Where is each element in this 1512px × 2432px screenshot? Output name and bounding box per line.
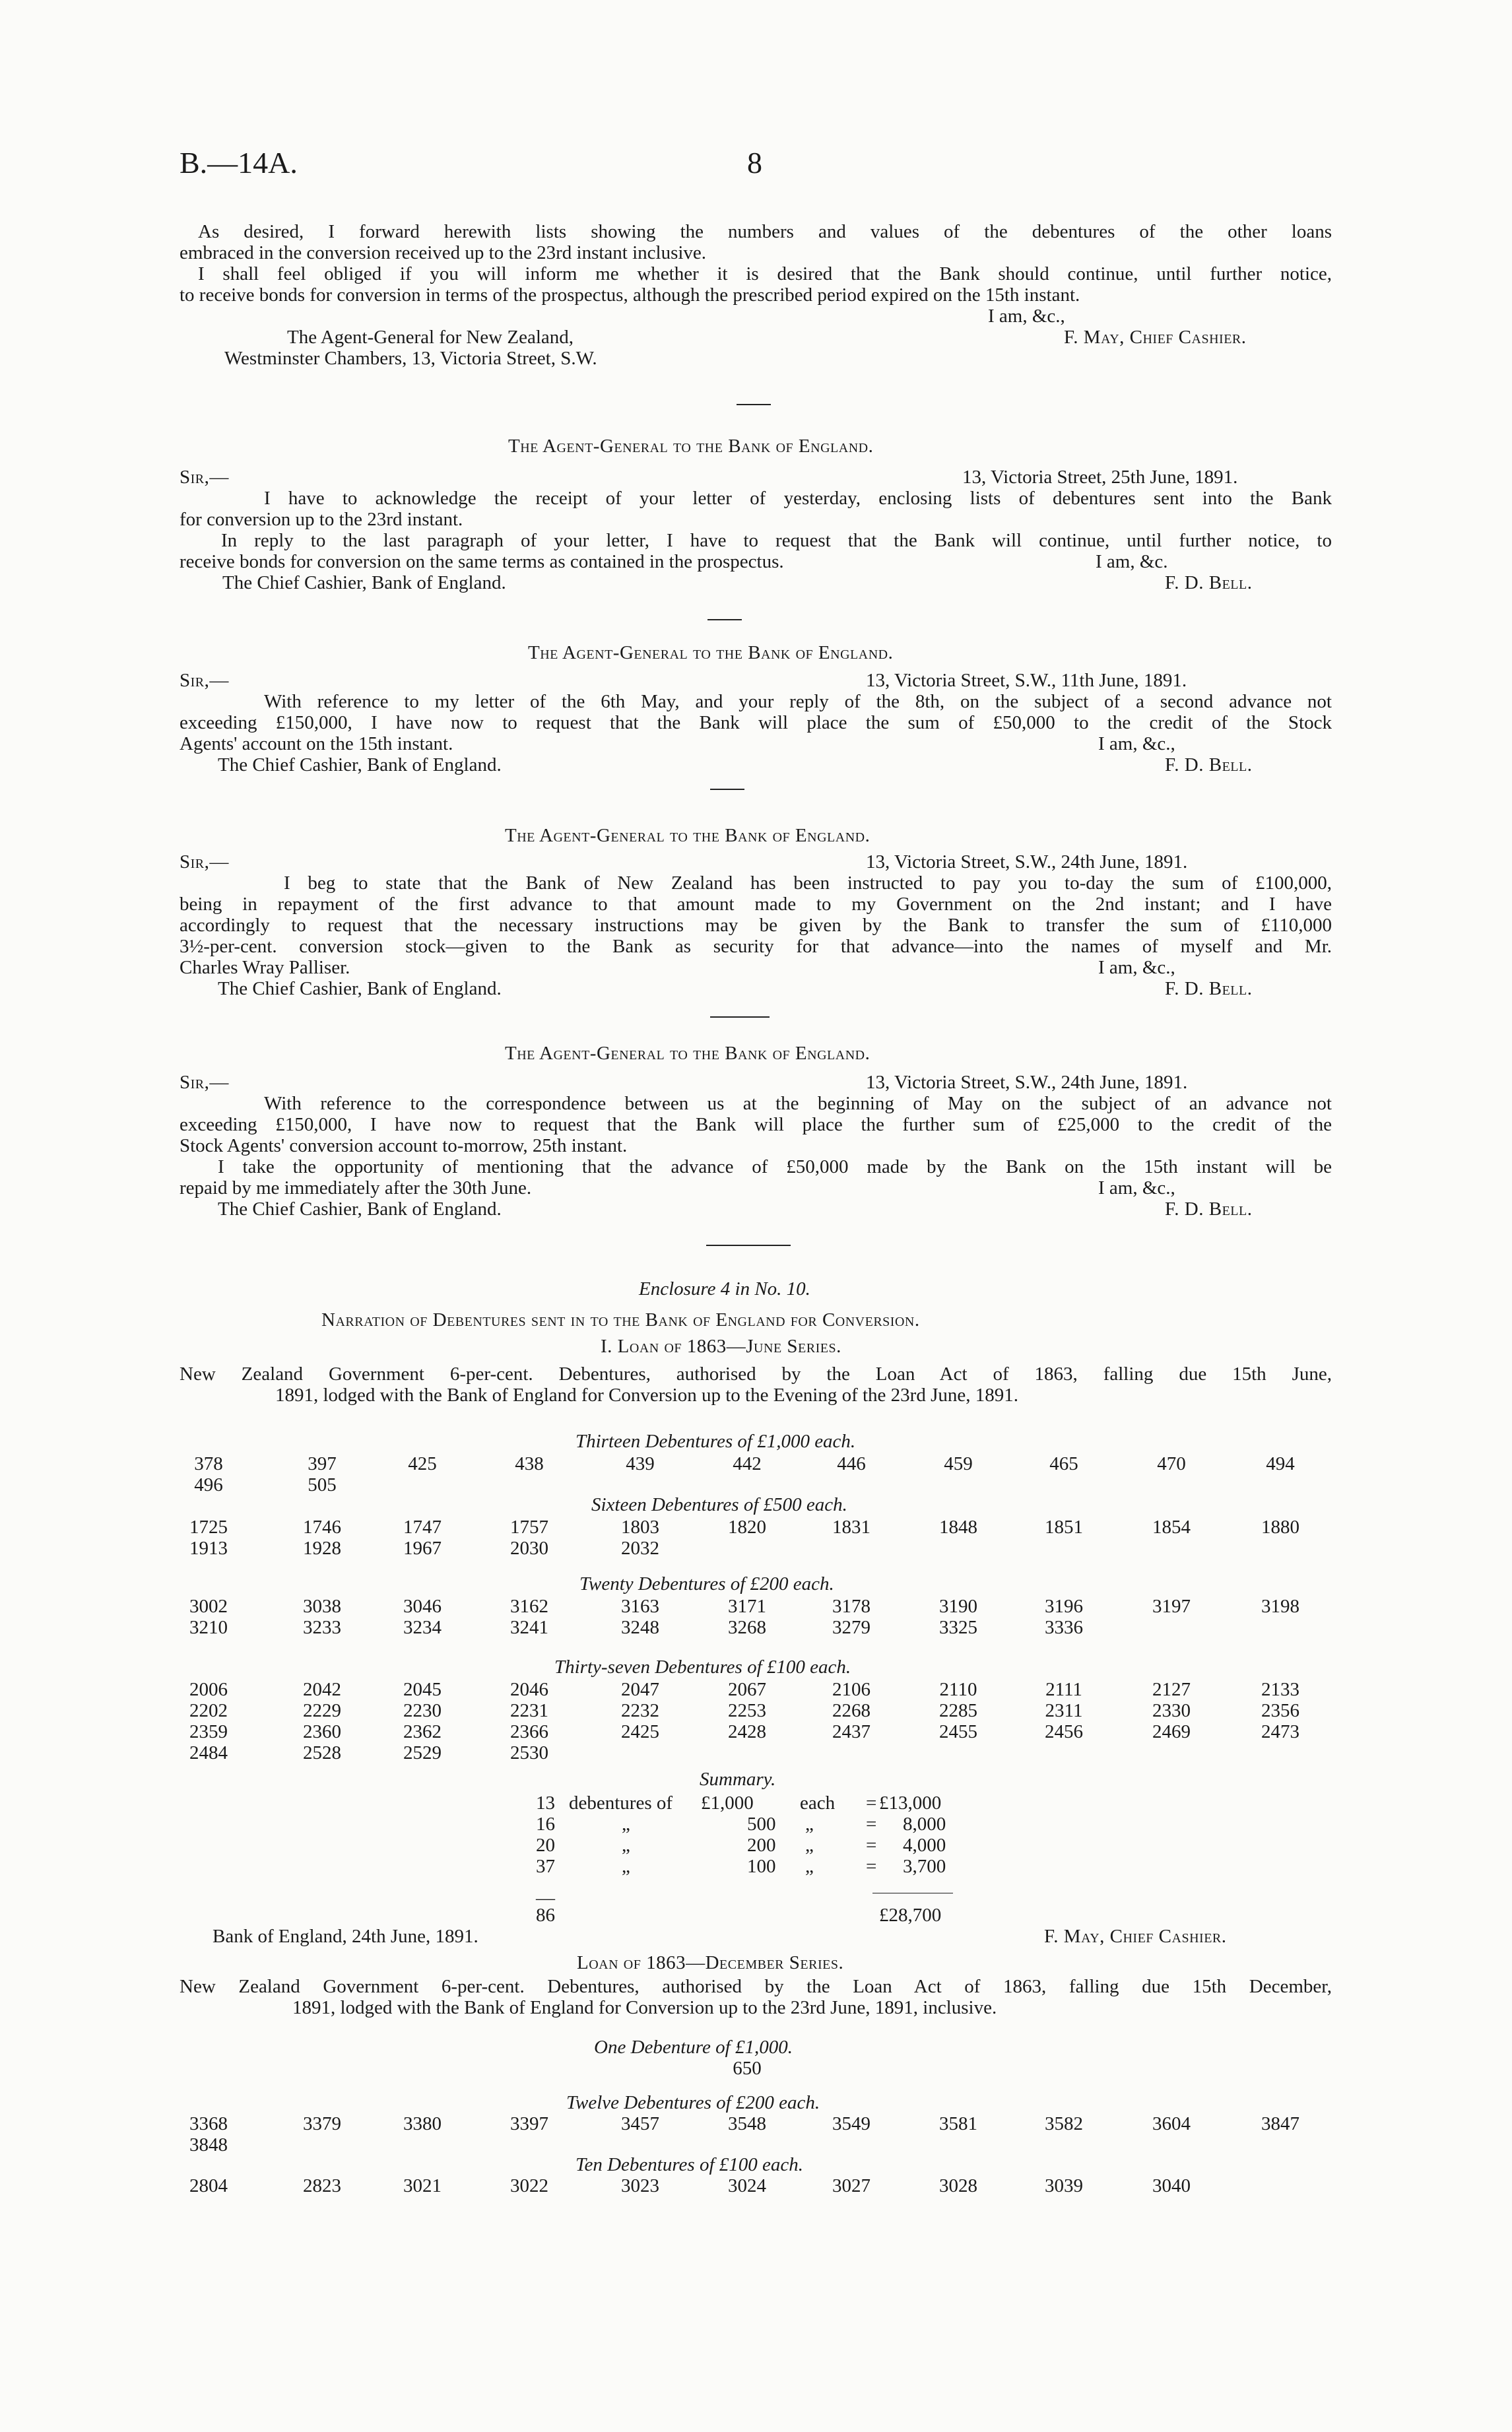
paragraph-line: for conversion up to the 23rd instant.: [180, 509, 463, 530]
debenture-number: 3248: [621, 1617, 659, 1638]
debenture-number: 1913: [189, 1538, 228, 1559]
group-title: Thirty-seven Debentures of £100 each.: [554, 1657, 851, 1678]
paragraph-line: to receive bonds for conversion in terms of the prospectus, although the prescribed period expired on the 15th instant.: [180, 284, 1080, 306]
debenture-number: 378: [194, 1453, 223, 1474]
debenture-number: 2530: [510, 1742, 548, 1763]
summary-label: „: [622, 1856, 630, 1877]
addressee: The Chief Cashier, Bank of England.: [222, 572, 506, 593]
loan-description: 1891, lodged with the Bank of England for Conversion up to the Evening of the 23rd June, 1891.: [275, 1385, 1018, 1406]
debenture-number: 465: [1049, 1453, 1078, 1474]
summary-value: £1,000: [701, 1792, 754, 1814]
debenture-number: 3549: [832, 2113, 871, 2134]
paragraph-line: embraced in the conversion received up to the 23rd instant inclusive.: [180, 242, 707, 263]
debenture-number: 3581: [939, 2113, 977, 2134]
debenture-number: 397: [308, 1453, 337, 1474]
group-title: Twenty Debentures of £200 each.: [579, 1573, 834, 1594]
debenture-number: 3847: [1261, 2113, 1299, 2134]
debenture-number: 459: [944, 1453, 973, 1474]
debenture-number: 1803: [621, 1517, 659, 1538]
debenture-number: 1747: [403, 1517, 442, 1538]
debenture-number: 2362: [403, 1721, 442, 1742]
debenture-number: 3604: [1152, 2113, 1191, 2134]
debenture-number: 2804: [189, 2175, 228, 2196]
enclosure-subtitle: Narration of Debentures sent in to the Bank of England for Conversion.: [321, 1309, 920, 1331]
debenture-number: 2229: [303, 1700, 341, 1721]
summary-total: 4,000: [903, 1835, 946, 1856]
group-title: Ten Debentures of £100 each.: [575, 2154, 803, 2175]
debenture-number: 2330: [1152, 1700, 1191, 1721]
debenture-number: 650: [733, 2058, 762, 2079]
summary-value: 500: [747, 1814, 776, 1835]
debenture-number: 3380: [403, 2113, 442, 2134]
debenture-number: 2455: [939, 1721, 977, 1742]
summary-count: 16: [536, 1814, 555, 1835]
debenture-number: 3197: [1152, 1596, 1191, 1617]
page-number: 8: [747, 146, 762, 180]
summary-each: each: [800, 1792, 836, 1814]
debenture-number: 505: [308, 1474, 337, 1495]
debenture-number: 2528: [303, 1742, 341, 1763]
summary-label: „: [622, 1835, 630, 1856]
debenture-number: 1928: [303, 1538, 341, 1559]
summary-title: Summary.: [700, 1769, 776, 1790]
debenture-number: 446: [837, 1453, 866, 1474]
debenture-number: 2042: [303, 1679, 341, 1700]
paragraph-line: I take the opportunity of mentioning that the advance of £50,000 made by the Bank on the 15th instant will be: [218, 1156, 1332, 1177]
debenture-number: 3325: [939, 1617, 977, 1638]
debenture-number: 2356: [1261, 1700, 1299, 1721]
summary-each: „: [805, 1835, 814, 1856]
summary-equals: =: [866, 1856, 877, 1877]
debenture-number: 3178: [832, 1596, 871, 1617]
paragraph-line: receive bonds for conversion on the same terms as contained in the prospectus.: [180, 551, 784, 572]
debenture-number: 3040: [1152, 2175, 1191, 2196]
debenture-number: 2360: [303, 1721, 341, 1742]
section-divider: [737, 404, 771, 405]
debenture-number: 3234: [403, 1617, 442, 1638]
signature: F. D. Bell.: [1165, 754, 1253, 775]
paragraph-line: I shall feel obliged if you will inform me whether it is desired that the Bank should continue, until further notice,: [198, 263, 1332, 284]
paragraph-line: I have to acknowledge the receipt of your letter of yesterday, enclosing lists of debentures sent into the Bank: [264, 488, 1332, 509]
paragraph-line: I beg to state that the Bank of New Zealand has been instructed to pay you to-day the sum of £100,000,: [284, 872, 1332, 894]
debenture-number: 438: [515, 1453, 544, 1474]
letter-title: The Agent-General to the Bank of England.: [505, 1043, 871, 1064]
summary-total: 3,700: [903, 1856, 946, 1877]
group-title: One Debenture of £1,000.: [594, 2037, 793, 2058]
summary-total: £13,000: [879, 1792, 942, 1814]
loan-heading: I. Loan of 1863—June Series.: [601, 1336, 841, 1357]
debenture-number: 3163: [621, 1596, 659, 1617]
letter-closing: I am, &c.,: [1098, 1177, 1175, 1199]
section-divider: [710, 789, 744, 790]
enclosure-title: Enclosure 4 in No. 10.: [639, 1278, 810, 1299]
debenture-number: 3268: [728, 1617, 766, 1638]
debenture-number: 3022: [510, 2175, 548, 2196]
summary-label: „: [622, 1814, 630, 1835]
debenture-number: 3002: [189, 1596, 228, 1617]
debenture-number: 3368: [189, 2113, 228, 2134]
debenture-number: 2067: [728, 1679, 766, 1700]
debenture-number: 3457: [621, 2113, 659, 2134]
summary-value: 200: [747, 1835, 776, 1856]
debenture-number: 439: [626, 1453, 655, 1474]
debenture-number: 3582: [1045, 2113, 1083, 2134]
dateline: 13, Victoria Street, S.W., 11th June, 1891.: [866, 670, 1187, 691]
loan-heading: Loan of 1863—December Series.: [577, 1952, 844, 1973]
debenture-number: 1848: [939, 1517, 977, 1538]
debenture-number: 2047: [621, 1679, 659, 1700]
debenture-number: 2231: [510, 1700, 548, 1721]
summary-dash: —: [536, 1888, 555, 1909]
group-title: Twelve Debentures of £200 each.: [566, 2092, 820, 2113]
debenture-number: 2285: [939, 1700, 977, 1721]
debenture-number: 3021: [403, 2175, 442, 2196]
letter-closing: I am, &c.: [1096, 551, 1168, 572]
debenture-number: 3848: [189, 2134, 228, 2155]
paragraph-line: exceeding £150,000, I have now to request that the Bank will place the sum of £50,000 to the credit of the Stock: [180, 712, 1332, 733]
debenture-number: 3171: [728, 1596, 766, 1617]
debenture-number: 2030: [510, 1538, 548, 1559]
addressee: The Chief Cashier, Bank of England.: [218, 978, 502, 999]
debenture-number: 2311: [1045, 1700, 1083, 1721]
debenture-number: 2046: [510, 1679, 548, 1700]
debenture-number: 2106: [832, 1679, 871, 1700]
summary-each: „: [805, 1856, 814, 1877]
debenture-number: 1880: [1261, 1517, 1299, 1538]
summary-count: 37: [536, 1856, 555, 1877]
debenture-number: 3038: [303, 1596, 341, 1617]
dateline: 13, Victoria Street, 25th June, 1891.: [962, 467, 1238, 488]
addressee: The Chief Cashier, Bank of England.: [218, 754, 502, 775]
summary-count: 13: [536, 1792, 555, 1814]
debenture-number: 3198: [1261, 1596, 1299, 1617]
paragraph-line: With reference to my letter of the 6th May, and your reply of the 8th, on the subject of a second advance not: [264, 691, 1332, 712]
signoff-place: Bank of England, 24th June, 1891.: [213, 1926, 478, 1947]
debenture-number: 2428: [728, 1721, 766, 1742]
loan-description: New Zealand Government 6-per-cent. Debentures, authorised by the Loan Act of 1863, falling due 15th June,: [180, 1364, 1332, 1385]
section-divider: [706, 1245, 791, 1246]
paragraph-line: As desired, I forward herewith lists showing the numbers and values of the debentures of the other loans: [198, 221, 1332, 242]
debenture-number: 1831: [832, 1517, 871, 1538]
debenture-number: 1746: [303, 1517, 341, 1538]
debenture-number: 2529: [403, 1742, 442, 1763]
signature: F. D. Bell.: [1165, 572, 1253, 593]
debenture-number: 3028: [939, 2175, 977, 2196]
dateline: 13, Victoria Street, S.W., 24th June, 1891.: [866, 851, 1188, 872]
signature: F. D. Bell.: [1165, 1199, 1253, 1220]
debenture-number: 2469: [1152, 1721, 1191, 1742]
debenture-number: 2032: [621, 1538, 659, 1559]
section-divider: [710, 1016, 770, 1018]
letter-title: The Agent-General to the Bank of England.: [508, 436, 874, 457]
debenture-number: 2437: [832, 1721, 871, 1742]
paragraph-line: Agents' account on the 15th instant.: [180, 733, 453, 754]
debenture-number: 3196: [1045, 1596, 1083, 1617]
debenture-number: 3024: [728, 2175, 766, 2196]
summary-grand-total: £28,700: [879, 1905, 942, 1926]
debenture-number: 3379: [303, 2113, 341, 2134]
debenture-number: 3233: [303, 1617, 341, 1638]
debenture-number: 1851: [1045, 1517, 1083, 1538]
paragraph-line: With reference to the correspondence between us at the beginning of May on the subject of an advance not: [264, 1093, 1332, 1114]
letter-closing: I am, &c.,: [1098, 733, 1175, 754]
signature: F. May, Chief Cashier.: [1064, 327, 1247, 348]
debenture-number: 1725: [189, 1517, 228, 1538]
signoff-signature: F. May, Chief Cashier.: [1044, 1926, 1227, 1947]
paragraph-line: accordingly to request that the necessary instructions may be given by the Bank to transfer the sum of £110,000: [180, 915, 1332, 936]
debenture-number: 3162: [510, 1596, 548, 1617]
addressee: The Agent-General for New Zealand,: [287, 327, 574, 348]
document-reference: B.—14A.: [180, 146, 298, 180]
loan-description: 1891, lodged with the Bank of England for Conversion up to the 23rd June, 1891, inclusive.: [292, 1997, 997, 2018]
debenture-number: 2110: [939, 1679, 977, 1700]
debenture-number: 3046: [403, 1596, 442, 1617]
paragraph-line: 3½-per-cent. conversion stock—given to the Bank as security for that advance—into the names of myself and Mr.: [180, 936, 1332, 957]
debenture-number: 2230: [403, 1700, 442, 1721]
debenture-number: 2823: [303, 2175, 341, 2196]
letter-closing: I am, &c.,: [988, 306, 1065, 327]
debenture-number: 442: [733, 1453, 762, 1474]
signature: F. D. Bell.: [1165, 978, 1253, 999]
section-divider: [707, 619, 742, 620]
summary-value: 100: [747, 1856, 776, 1877]
debenture-number: 1967: [403, 1538, 442, 1559]
summary-equals: =: [866, 1814, 877, 1835]
addressee-address: Westminster Chambers, 13, Victoria Street, S.W.: [224, 348, 597, 369]
summary-each: „: [805, 1814, 814, 1835]
debenture-number: 425: [408, 1453, 437, 1474]
debenture-number: 2111: [1045, 1679, 1082, 1700]
salutation: Sir,—: [180, 670, 229, 691]
debenture-number: 3336: [1045, 1617, 1083, 1638]
debenture-number: 2045: [403, 1679, 442, 1700]
debenture-number: 3190: [939, 1596, 977, 1617]
debenture-number: 3039: [1045, 2175, 1083, 2196]
paragraph-line: Charles Wray Palliser.: [180, 957, 350, 978]
summary-equals: =: [866, 1792, 877, 1814]
letter-closing: I am, &c.,: [1098, 957, 1175, 978]
debenture-number: 2359: [189, 1721, 228, 1742]
summary-count: 20: [536, 1835, 555, 1856]
debenture-number: 2006: [189, 1679, 228, 1700]
debenture-number: 470: [1157, 1453, 1186, 1474]
group-title: Sixteen Debentures of £500 each.: [591, 1494, 847, 1515]
debenture-number: 2456: [1045, 1721, 1083, 1742]
paragraph-line: repaid by me immediately after the 30th June.: [180, 1177, 532, 1199]
debenture-number: 2473: [1261, 1721, 1299, 1742]
paragraph-line: exceeding £150,000, I have now to request that the Bank will place the further sum of £25,000 to the credit of the: [180, 1114, 1332, 1135]
debenture-number: 1757: [510, 1517, 548, 1538]
paragraph-line: In reply to the last paragraph of your letter, I have to request that the Bank will continue, until further notice, to: [221, 530, 1332, 551]
debenture-number: 494: [1266, 1453, 1295, 1474]
letter-title: The Agent-General to the Bank of England.: [528, 642, 894, 663]
debenture-number: 3210: [189, 1617, 228, 1638]
debenture-number: 2366: [510, 1721, 548, 1742]
salutation: Sir,—: [180, 851, 229, 872]
debenture-number: 3397: [510, 2113, 548, 2134]
summary-equals: =: [866, 1835, 877, 1856]
paragraph-line: Stock Agents' conversion account to-morrow, 25th instant.: [180, 1135, 628, 1156]
paragraph-line: being in repayment of the first advance to that amount made to my Government on the 2nd instant; and I have: [180, 894, 1332, 915]
addressee: The Chief Cashier, Bank of England.: [218, 1199, 502, 1220]
debenture-number: 496: [194, 1474, 223, 1495]
summary-total-count: 86: [536, 1905, 555, 1926]
debenture-number: 2133: [1261, 1679, 1299, 1700]
debenture-number: 2484: [189, 1742, 228, 1763]
debenture-number: 2202: [189, 1700, 228, 1721]
debenture-number: 3548: [728, 2113, 766, 2134]
debenture-number: 3023: [621, 2175, 659, 2196]
summary-total: 8,000: [903, 1814, 946, 1835]
letter-title: The Agent-General to the Bank of England.: [505, 825, 871, 846]
debenture-number: 3241: [510, 1617, 548, 1638]
debenture-number: 2253: [728, 1700, 766, 1721]
loan-description: New Zealand Government 6-per-cent. Debentures, authorised by the Loan Act of 1863, falling due 15th December,: [180, 1976, 1332, 1997]
debenture-number: 3027: [832, 2175, 871, 2196]
debenture-number: 2232: [621, 1700, 659, 1721]
debenture-number: 1854: [1152, 1517, 1191, 1538]
debenture-number: 2425: [621, 1721, 659, 1742]
summary-label: debentures of: [569, 1792, 673, 1814]
dateline: 13, Victoria Street, S.W., 24th June, 1891.: [866, 1072, 1188, 1093]
salutation: Sir,—: [180, 1072, 229, 1093]
salutation: Sir,—: [180, 467, 229, 488]
debenture-number: 2268: [832, 1700, 871, 1721]
debenture-number: 1820: [728, 1517, 766, 1538]
group-title: Thirteen Debentures of £1,000 each.: [575, 1431, 856, 1452]
debenture-number: 3279: [832, 1617, 871, 1638]
debenture-number: 2127: [1152, 1679, 1191, 1700]
